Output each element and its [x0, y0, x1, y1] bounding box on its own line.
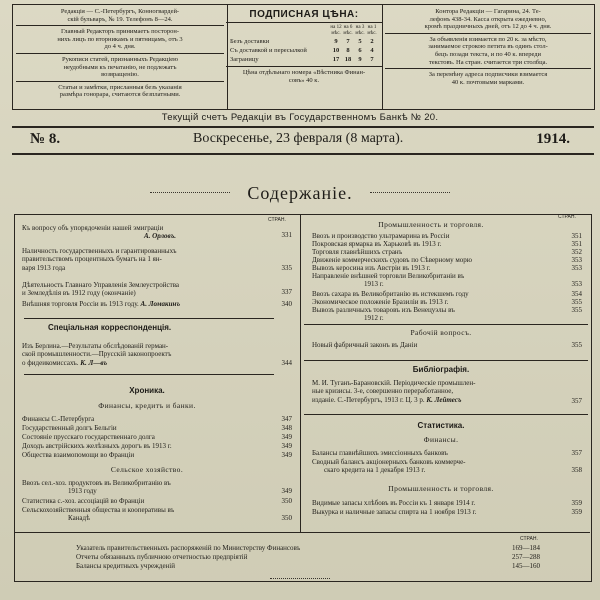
divider: [24, 374, 274, 375]
price-value: 9: [334, 38, 338, 45]
contents-entry: [22, 506, 272, 523]
manuscripts-note-line: возвращенію.: [101, 71, 139, 79]
office-address-line: кромѣ праздничныхъ дней, отъ 12 до 4 ч. дня.: [424, 23, 552, 31]
manuscripts-note-line: неудобными къ печатанію, не подлежатъ: [63, 63, 177, 71]
contents-entry: Государственный долгъ Бельгіи: [22, 424, 117, 432]
contents-entry: Ввозъ и производство ультрамарина въ Россіи: [312, 232, 450, 240]
entry-title: варя 1913 года: [22, 263, 66, 272]
divider: [385, 33, 591, 34]
section-heading-industry: Промышленность и торговля.: [378, 220, 484, 229]
page-number: 352: [571, 248, 582, 256]
contents-entry: Ввозъ сахара въ Великобританію въ истекшемъ году: [312, 290, 469, 298]
page-number: 359: [571, 508, 582, 516]
subscription-price-box: [226, 4, 383, 110]
section-heading-chronicle: Хроника.: [129, 386, 165, 395]
price-row: [226, 37, 382, 46]
office-info-box: [382, 4, 595, 110]
address-change-line: За перемѣну адреса подписчики взимается: [428, 71, 548, 79]
divider: [16, 53, 224, 54]
page-number: 331: [281, 231, 292, 239]
subsection-heading-industry: Промышленность и торговля.: [388, 484, 494, 493]
entry-title: о фидеикомиссахъ.: [22, 358, 79, 367]
entry-title: Внѣшняя торговля Россіи въ 1913 году.: [22, 300, 139, 308]
page-number: 353: [571, 256, 582, 264]
editor-hours-line: Главный Редакторъ принимаетъ посторон-: [60, 28, 179, 36]
issue-number: № 8.: [30, 131, 61, 147]
entry-title: Къ вопросу объ упорядоченіи нашей эмиграціи: [22, 224, 164, 232]
page-number: 347: [281, 415, 292, 423]
editor-hours-line: нихъ лицъ по вторникамъ и пятницамъ, отъ 3: [57, 35, 183, 43]
contents-title: Содержаніе.: [247, 183, 353, 203]
column-divider: [300, 214, 301, 532]
contents-entry: [22, 224, 270, 241]
contents-entry: [312, 306, 558, 323]
price-col-header: на 1 мѣс.: [367, 25, 377, 36]
entry-title: Канадѣ: [68, 514, 90, 523]
subscription-title: ПОДПИСНАЯ ЦѢНА:: [249, 9, 359, 20]
page-number: 349: [281, 433, 292, 441]
advert-rate-line: бецъ позади текста, и по 40 к. впереди: [434, 50, 542, 58]
entry-title: Вывозъ различныхъ товаровъ изъ Венецуэлы въ: [312, 306, 455, 314]
page-number: 349: [281, 487, 292, 495]
divider: [304, 414, 588, 415]
manuscripts-note-line: Рукописи статей, признанныхъ Редакціею: [61, 55, 179, 63]
divider: [16, 25, 224, 26]
page-number: 350: [281, 497, 292, 505]
page-number: 335: [281, 264, 292, 272]
entry-title: Направленіе внѣшней торговли Великобританіи въ: [312, 272, 465, 280]
supplement-entry: Указатель правительственныхъ распоряженій по Министерству Финансовъ: [76, 544, 301, 552]
page-number: 355: [571, 306, 582, 314]
section-heading-correspondence: Спеціальная корреспонденція.: [48, 323, 172, 332]
divider: [226, 66, 382, 67]
editorial-address-line: Редакція — С.-Петербургъ, Конногвардей-: [60, 8, 180, 15]
page-number: 353: [571, 280, 582, 288]
entry-author: А. Ломакинъ: [140, 300, 181, 308]
price-value: 4: [370, 47, 374, 54]
contents-entry: Покровская ярмарка въ Харьковѣ въ 1913 г.: [312, 240, 442, 248]
editorial-address-line: скій бульваръ, № 19. Телефонъ 8—24.: [67, 15, 173, 23]
bottom-section-rule: [14, 532, 590, 533]
divider: [304, 324, 588, 325]
page-number: 337: [281, 288, 292, 296]
contents-entry: Движеніе коммерческихъ судовъ по Сѣверному морю: [312, 256, 473, 264]
entry-title: 1912 г.: [364, 314, 384, 323]
contents-entry: [312, 272, 558, 289]
contents-entry: Балансы главнѣйшихъ эмиссіонныхъ банковъ: [312, 449, 448, 457]
page-number: 359: [571, 499, 582, 507]
contents-entry: Доходъ австрійскихъ желѣзныхъ дорогъ въ 1913 г.: [22, 442, 172, 450]
contents-entry: [22, 281, 272, 298]
contents-entry: Торговля главнѣйшихъ странъ: [312, 248, 403, 256]
contents-entry: [22, 247, 272, 272]
issue-date: Воскресенье, 23 февраля (8 марта).: [193, 131, 404, 146]
page-number: 349: [281, 442, 292, 450]
divider: [226, 22, 382, 23]
price-row-label: Заграницу: [230, 56, 259, 63]
ornament-bottom: [270, 578, 330, 579]
dateline-rule: [12, 153, 594, 155]
entry-title: 1913 году: [68, 487, 97, 496]
page-number: 351: [571, 232, 582, 240]
office-address-line: лефонъ 438-34. Касса открыта ежедневно,: [429, 15, 547, 23]
fee-note-line: размѣра гонорара, считаются безплатными.: [59, 91, 181, 99]
page-number: 355: [571, 341, 582, 349]
page-number: 358: [571, 466, 582, 474]
price-row-label: Безъ доставки: [230, 38, 270, 45]
contents-entry: Выкурка и наличные запасы спирта на 1 ноября 1913 г.: [312, 508, 477, 516]
contents-entry: Финансы С.-Петербурга: [22, 415, 95, 423]
bank-account-line: Текущій счетъ Редакціи въ Государственномъ Банкѣ № 20.: [161, 112, 439, 123]
entry-title: Изъ Берлина.—Результаты обслѣдованій герман-: [22, 342, 169, 350]
entry-author: К. Лейтесъ: [426, 395, 462, 404]
price-value: 17: [332, 56, 340, 63]
entry-title: Сводный балансъ акціонерныхъ банковъ коммерче-: [312, 458, 466, 466]
price-row: [226, 46, 382, 55]
price-header-row: [226, 25, 382, 37]
divider: [385, 68, 591, 69]
entry-title: и Земледѣлія въ 1912 году (окончаніе): [22, 289, 136, 298]
contents-entry: [312, 379, 562, 404]
page-number: 357: [571, 397, 582, 405]
contents-entry: Вывозъ керосина изъ Австріи въ 1913 г.: [312, 264, 431, 272]
price-value: 2: [370, 38, 374, 45]
price-value: 9: [358, 56, 362, 63]
page-number: 357: [571, 449, 582, 457]
contents-entry: [22, 300, 272, 308]
supplement-entry: Балансы кредитныхъ учрежденій: [76, 562, 175, 570]
entry-title: ные кризисы. 3-е, совершенно переработанное,: [312, 387, 454, 396]
issue-year: 1914.: [536, 131, 570, 147]
divider: [16, 81, 224, 82]
price-value: 5: [358, 38, 362, 45]
advert-rate-line: текстовъ. На стран. считается три столбца.: [428, 58, 548, 66]
editor-hours-line: до 4 ч. дня.: [104, 43, 136, 51]
address-change-line: 40 к. почтовыми марками.: [451, 78, 525, 86]
contents-entry: Новый фабричный законъ въ Даніи: [312, 341, 418, 349]
page-range: 145—160: [512, 562, 540, 570]
price-row-label: Съ доставкой и пересылкой: [230, 47, 307, 54]
entry-title: Дѣятельность Главнаго Управленія Землеустройства: [22, 281, 180, 289]
entry-title: изданіе. С.-Петербургъ, 1913 г. Ц. 3 р.: [312, 395, 425, 404]
page-range: 257—288: [512, 553, 540, 561]
contents-entry: Общества взаимопомощи во Франціи: [22, 451, 135, 459]
page-number: 355: [571, 298, 582, 306]
contents-entry: Состояніе прусскаго государственнаго долга: [22, 433, 155, 441]
page-number: 340: [281, 300, 292, 308]
page-number: 351: [571, 240, 582, 248]
section-heading-bibliography: Библіографія.: [412, 365, 470, 374]
stran-label: СТРАН.: [268, 217, 286, 223]
stran-label: СТРАН.: [558, 214, 576, 220]
divider: [304, 360, 588, 361]
fee-note-line: Статьи и замѣтки, присланныя безъ указанія: [58, 83, 182, 91]
supplement-entry: Отчеты обязанныхъ публичною отчетностью предпріятій: [76, 553, 248, 561]
price-value: 7: [370, 56, 374, 63]
price-value: 18: [344, 56, 352, 63]
section-heading-labor: Рабочій вопросъ.: [410, 328, 472, 337]
contents-entry: [22, 479, 272, 496]
single-issue-price: Цѣна отдѣльнаго номера «Вѣстника Финан-: [242, 69, 366, 76]
price-value: 6: [358, 47, 362, 54]
page-number: 344: [281, 359, 292, 367]
office-address-line: Контора Редакціи — Гагарина, 24. Те-: [435, 8, 541, 15]
entry-author: К. Л—въ: [80, 358, 108, 367]
dateline: [30, 131, 570, 148]
price-col-header: на 12 мѣс.: [330, 25, 342, 36]
price-value: 10: [332, 47, 340, 54]
single-issue-price: совъ» 40 к.: [288, 76, 320, 84]
contents-entry: Экономическое положеніе Бразиліи въ 1913 г.: [312, 298, 449, 306]
entry-author: А. Орловъ.: [144, 232, 177, 241]
entry-title: 1913 г.: [364, 280, 384, 289]
page-range: 169—184: [512, 544, 540, 552]
price-col-header: на 6 мѣс.: [343, 25, 353, 36]
subsection-heading-finance: Финансы.: [423, 435, 459, 444]
entry-title: Наличность государственныхъ и гарантированныхъ: [22, 247, 177, 255]
price-col-header: на 3 мѣс.: [355, 25, 365, 36]
entry-title: Ввозъ сел.-хоз. продуктовъ въ Великобританію въ: [22, 479, 171, 487]
entry-title: правительствомъ процентныхъ бумагъ на 1 ян-: [22, 255, 162, 264]
ornament-right: [370, 192, 450, 193]
advert-rate-line: За объявленія взимается по 20 к. за мѣсто,: [429, 35, 547, 43]
subsection-heading-finance: Финансы, кредитъ и банки.: [98, 401, 196, 410]
page-number: 349: [281, 451, 292, 459]
page-number: 353: [571, 264, 582, 272]
page-number: 348: [281, 424, 292, 432]
entry-title: ской промышленности.—Прусскій законопроектъ: [22, 350, 172, 359]
entry-title: М. И. Туганъ-Барановскій. Періодическіе промышлен-: [312, 379, 476, 387]
divider: [24, 318, 274, 319]
contents-entry: Статистика с.-хоз. ассоціацій во Франціи: [22, 497, 145, 505]
section-heading-statistics: Статистика.: [417, 421, 465, 430]
advert-rate-line: занимаемое строкою петита въ одинъ стол-: [428, 43, 548, 51]
contents-entry: [22, 342, 272, 367]
subsection-heading-agriculture: Сельское хозяйство.: [110, 465, 184, 474]
editorial-info-box: [12, 4, 228, 110]
stran-label: СТРАН.: [520, 536, 538, 542]
page-number: 354: [571, 290, 582, 298]
entry-title: скаго кредита на 1 декабря 1913 г.: [324, 466, 426, 475]
entry-title: Сельскохозяйственныя общества и кооперативы въ: [22, 506, 175, 514]
dateline-rule: [12, 126, 594, 128]
contents-entry: [312, 458, 558, 475]
page-number: 350: [281, 514, 292, 522]
price-row: [226, 55, 382, 64]
price-value: 7: [346, 38, 350, 45]
contents-entry: Видимые запасы хлѣбовъ въ Россіи къ 1 января 1914 г.: [312, 499, 476, 507]
price-value: 8: [346, 47, 350, 54]
